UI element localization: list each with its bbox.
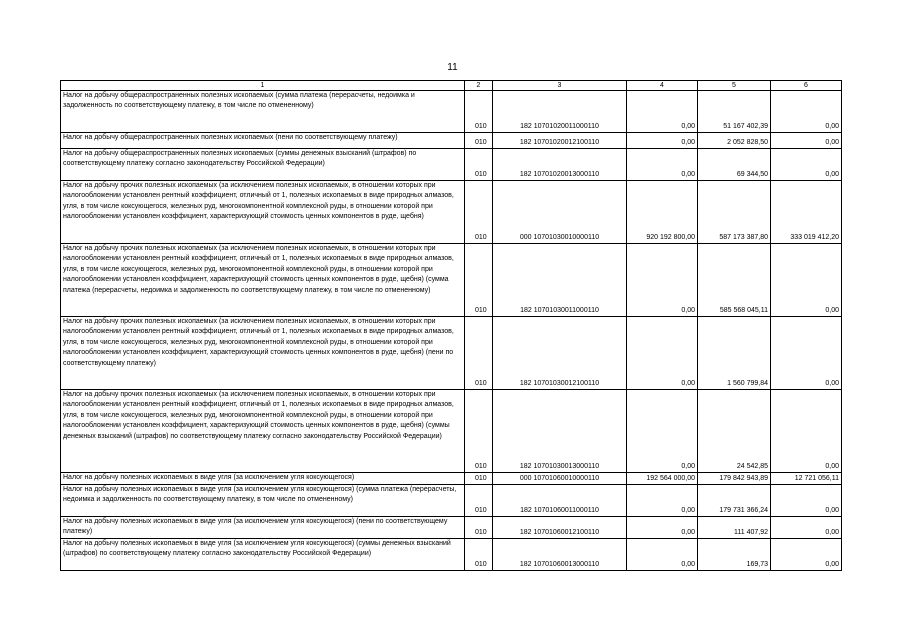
row-col-6: 0,00 xyxy=(771,91,842,133)
page-number: 11 xyxy=(447,62,458,73)
row-line-code: 010 xyxy=(465,539,493,571)
row-col-4: 0,00 xyxy=(627,244,698,317)
row-col-4: 192 564 000,00 xyxy=(627,473,698,485)
row-col-5: 69 344,50 xyxy=(698,149,771,181)
row-name: Налог на добычу общераспространенных полезных ископаемых (суммы денежных взысканий (штрафов) по соответствующему платежу согласно законодательству Российской Федерации) xyxy=(61,149,465,181)
row-col-4: 0,00 xyxy=(627,133,698,149)
row-name: Налог на добычу полезных ископаемых в виде угля (за исключением угля коксующегося) (сумма платежа (перерасчеты, недоимка и задолженность по соответствующему платежу, в том числе по отмененному) xyxy=(61,485,465,517)
row-col-4: 0,00 xyxy=(627,390,698,473)
row-col-6: 0,00 xyxy=(771,390,842,473)
row-col-5: 51 167 402,39 xyxy=(698,91,771,133)
table-row xyxy=(61,485,842,517)
table-row xyxy=(61,181,842,244)
row-line-code: 010 xyxy=(465,485,493,517)
row-line-code: 010 xyxy=(465,91,493,133)
row-col-4: 0,00 xyxy=(627,539,698,571)
row-line-code: 010 xyxy=(465,244,493,317)
header-col-5: 5 xyxy=(698,81,771,91)
header-col-1: 1 xyxy=(61,81,465,91)
row-col-5: 179 842 943,89 xyxy=(698,473,771,485)
row-budget-code: 182 10701060011000110 xyxy=(493,485,627,517)
row-col-5: 179 731 366,24 xyxy=(698,485,771,517)
row-col-5: 24 542,85 xyxy=(698,390,771,473)
row-budget-code: 182 10701030011000110 xyxy=(493,244,627,317)
table-row xyxy=(61,244,842,317)
table-row xyxy=(61,390,842,473)
row-col-5: 585 568 045,11 xyxy=(698,244,771,317)
row-col-4: 0,00 xyxy=(627,149,698,181)
header-col-2: 2 xyxy=(465,81,493,91)
row-name: Налог на добычу прочих полезных ископаемых (за исключением полезных ископаемых, в отношении которых при налогообложении установлен рентный коэффициент, отличный от 1, полезных ископаемых в виде природных алмазов, угля, в том числе коксующегося, железных руд, многокомпонентной комплексной руды, в отношении которой при налогообложении установлен коэффициент, характеризующий стоимость ценных компонентов в руде, щебня) (суммы денежных взысканий (штрафов) по соответствующему платежу согласно законодательству Российской Федерации) xyxy=(61,390,465,473)
row-col-4: 0,00 xyxy=(627,317,698,390)
row-name: Налог на добычу прочих полезных ископаемых (за исключением полезных ископаемых, в отношении которых при налогообложении установлен рентный коэффициент, отличный от 1, полезных ископаемых в виде природных алмазов, угля, в том числе коксующегося, железных руд, многокомпонентной комплексной руды, в отношении которой при налогообложении установлен коэффициент, характеризующий стоимость ценных компонентов в руде, щебня) (сумма платежа (перерасчеты, недоимка и задолженность по соответствующему платежу, в том числе по отмененному) xyxy=(61,244,465,317)
row-col-4: 920 192 800,00 xyxy=(627,181,698,244)
header-row xyxy=(61,81,842,91)
row-budget-code: 000 10701060010000110 xyxy=(493,473,627,485)
row-col-5: 111 407,92 xyxy=(698,517,771,539)
table-row xyxy=(61,91,842,133)
row-name: Налог на добычу прочих полезных ископаемых (за исключением полезных ископаемых, в отношении которых при налогообложении установлен рентный коэффициент, отличный от 1, полезных ископаемых в виде природных алмазов, угля, в том числе коксующегося, железных руд, многокомпонентной комплексной руды, в отношении которой при налогообложении установлен коэффициент, характеризующий стоимость ценных компонентов в руде, щебня) xyxy=(61,181,465,244)
table-row xyxy=(61,149,842,181)
row-line-code: 010 xyxy=(465,473,493,485)
row-budget-code: 182 10701060012100110 xyxy=(493,517,627,539)
row-name: Налог на добычу полезных ископаемых в виде угля (за исключением угля коксующегося) (пени по соответствующему платежу) xyxy=(61,517,465,539)
row-col-4: 0,00 xyxy=(627,517,698,539)
row-budget-code: 182 10701030013000110 xyxy=(493,390,627,473)
row-col-6: 0,00 xyxy=(771,517,842,539)
row-col-6: 0,00 xyxy=(771,539,842,571)
row-line-code: 010 xyxy=(465,317,493,390)
header-col-4: 4 xyxy=(627,81,698,91)
row-col-6: 0,00 xyxy=(771,149,842,181)
row-name: Налог на добычу прочих полезных ископаемых (за исключением полезных ископаемых, в отношении которых при налогообложении установлен рентный коэффициент, отличный от 1, полезных ископаемых в виде природных алмазов, угля, в том числе коксующегося, железных руд, многокомпонентной комплексной руды, в отношении которой при налогообложении установлен коэффициент, характеризующий стоимость ценных компонентов в руде, щебня) (пени по соответствующему платежу) xyxy=(61,317,465,390)
row-line-code: 010 xyxy=(465,149,493,181)
row-budget-code: 182 10701060013000110 xyxy=(493,539,627,571)
row-col-6: 333 019 412,20 xyxy=(771,181,842,244)
row-col-6: 0,00 xyxy=(771,133,842,149)
row-col-6: 12 721 056,11 xyxy=(771,473,842,485)
row-col-5: 587 173 387,80 xyxy=(698,181,771,244)
row-name: Налог на добычу полезных ископаемых в виде угля (за исключением угля коксующегося) xyxy=(61,473,465,485)
row-budget-code: 182 10701020013000110 xyxy=(493,149,627,181)
row-name: Налог на добычу общераспространенных полезных ископаемых (сумма платежа (перерасчеты, недоимка и задолженность по соответствующему платежу, в том числе по отмененному) xyxy=(61,91,465,133)
row-col-6: 0,00 xyxy=(771,244,842,317)
row-col-4: 0,00 xyxy=(627,91,698,133)
row-name: Налог на добычу полезных ископаемых в виде угля (за исключением угля коксующегося) (суммы денежных взысканий (штрафов) по соответствующему платежу согласно законодательству Российской Федерации) xyxy=(61,539,465,571)
table-row xyxy=(61,133,842,149)
row-col-5: 169,73 xyxy=(698,539,771,571)
row-budget-code: 182 10701020011000110 xyxy=(493,91,627,133)
row-col-6: 0,00 xyxy=(771,485,842,517)
table-row xyxy=(61,517,842,539)
row-budget-code: 182 10701020012100110 xyxy=(493,133,627,149)
row-line-code: 010 xyxy=(465,133,493,149)
row-name: Налог на добычу общераспространенных полезных ископаемых (пени по соответствующему платежу) xyxy=(61,133,465,149)
row-budget-code: 182 10701030012100110 xyxy=(493,317,627,390)
table-row xyxy=(61,317,842,390)
row-line-code: 010 xyxy=(465,181,493,244)
table-row xyxy=(61,539,842,571)
header-col-3: 3 xyxy=(493,81,627,91)
row-budget-code: 000 10701030010000110 xyxy=(493,181,627,244)
header-col-6: 6 xyxy=(771,81,842,91)
row-col-6: 0,00 xyxy=(771,317,842,390)
row-col-4: 0,00 xyxy=(627,485,698,517)
row-col-5: 1 560 799,84 xyxy=(698,317,771,390)
report-table xyxy=(60,80,842,571)
row-line-code: 010 xyxy=(465,517,493,539)
table-row xyxy=(61,473,842,485)
row-line-code: 010 xyxy=(465,390,493,473)
row-col-5: 2 052 828,50 xyxy=(698,133,771,149)
